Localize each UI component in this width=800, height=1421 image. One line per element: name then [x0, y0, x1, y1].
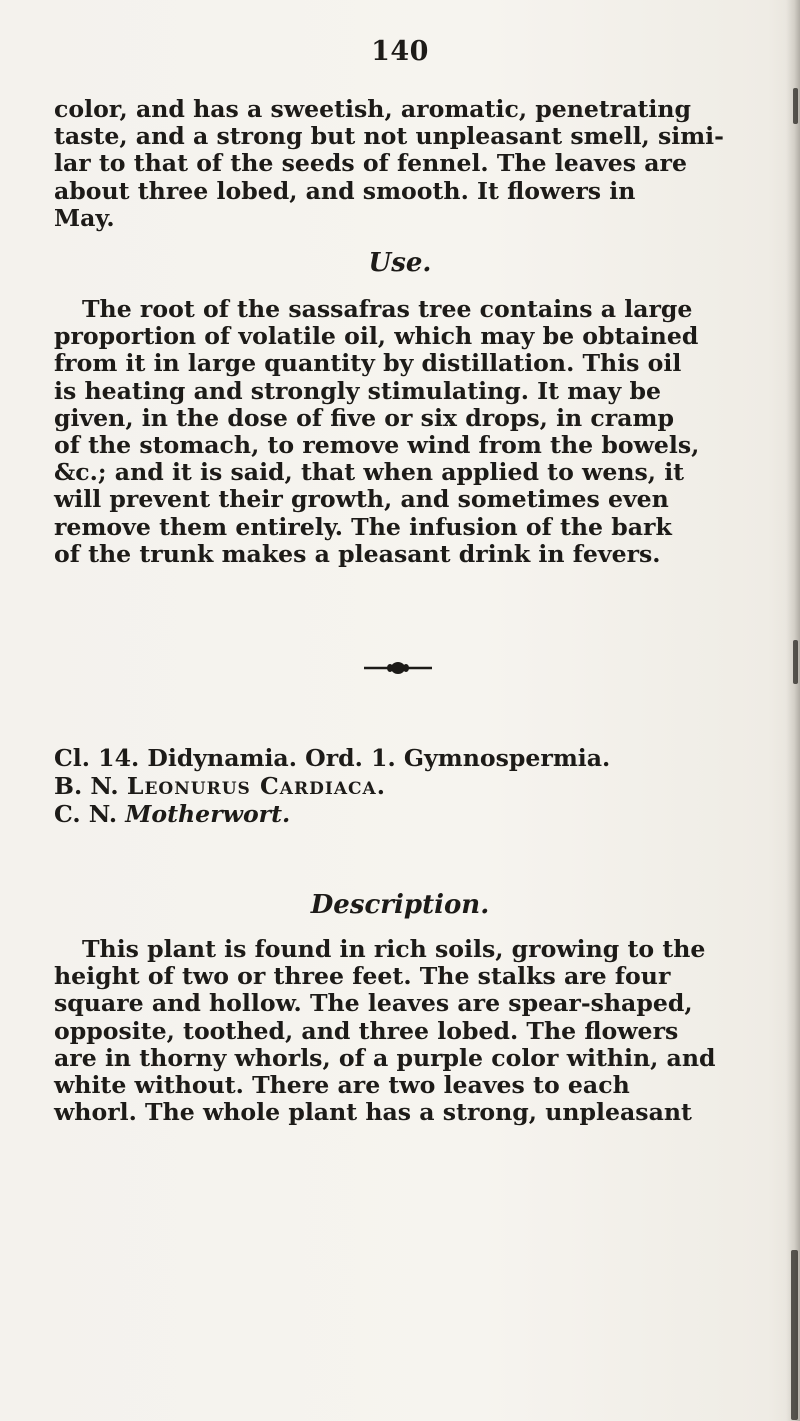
text-line: of the trunk makes a pleasant drink in fevers. [54, 539, 661, 568]
section-heading-use: Use. [368, 248, 432, 278]
text-line: The root of the sassafras tree contains a large [82, 295, 693, 323]
text-line: remove them entirely. The infusion of the bark [54, 512, 672, 541]
botanical-name-line [54, 772, 764, 800]
text-line: lar to that of the seeds of fennel. The leaves are [54, 149, 687, 178]
classification-block [54, 744, 764, 828]
text-line: about three lobed, and smooth. It flowers in [54, 176, 636, 205]
text-line: color, and has a sweetish, aromatic, penetrating [54, 95, 692, 123]
text-line: given, in the dose of five or six drops, in cramp [54, 403, 674, 432]
text-line: height of two or three feet. The stalks are four [54, 962, 671, 991]
common-name: Motherwort. [125, 800, 291, 828]
text-line: proportion of volatile oil, which may be obtained [54, 322, 699, 351]
text-line: white without. There are two leaves to each [54, 1071, 630, 1100]
text-line: taste, and a strong but not unpleasant smell, simi- [54, 122, 724, 151]
paragraph-description [54, 936, 764, 1126]
edge-mark [793, 88, 798, 124]
text-line: whorl. The whole plant has a strong, unpleasant [54, 1098, 692, 1127]
text-line: are in thorny whorls, of a purple color within, and [54, 1043, 716, 1072]
class-order-line: Cl. 14. Didynamia. Ord. 1. Gymnospermia. [54, 744, 611, 772]
common-name-line [54, 800, 764, 828]
text-line: is heating and strongly stimulating. It may be [54, 376, 661, 405]
edge-mark [793, 640, 798, 684]
text-line: opposite, toothed, and three lobed. The flowers [54, 1016, 679, 1045]
common-name-prefix: C. N. [54, 800, 118, 828]
section-heading-description: Description. [310, 890, 490, 920]
text-line: from it in large quantity by distillation. This oil [54, 349, 682, 378]
paragraph-use [54, 296, 764, 568]
botanical-name: Leonurus Cardiaca. [126, 772, 386, 800]
text-line: This plant is found in rich soils, growing to the [82, 935, 706, 963]
page-number: 140 [371, 36, 429, 67]
paragraph-continued [54, 96, 764, 232]
page-edge-shadow [786, 0, 800, 1421]
text-line: of the stomach, to remove wind from the bowels, [54, 431, 700, 460]
divider-ornament [362, 658, 434, 678]
edge-mark [791, 1250, 798, 1420]
text-line: will prevent their growth, and sometimes even [54, 485, 669, 514]
text-line: square and hollow. The leaves are spear-shaped, [54, 989, 693, 1018]
botanical-name-prefix: B. N. [54, 772, 119, 800]
text-line: &c.; and it is said, that when applied to wens, it [54, 458, 685, 487]
text-line: May. [54, 203, 115, 232]
